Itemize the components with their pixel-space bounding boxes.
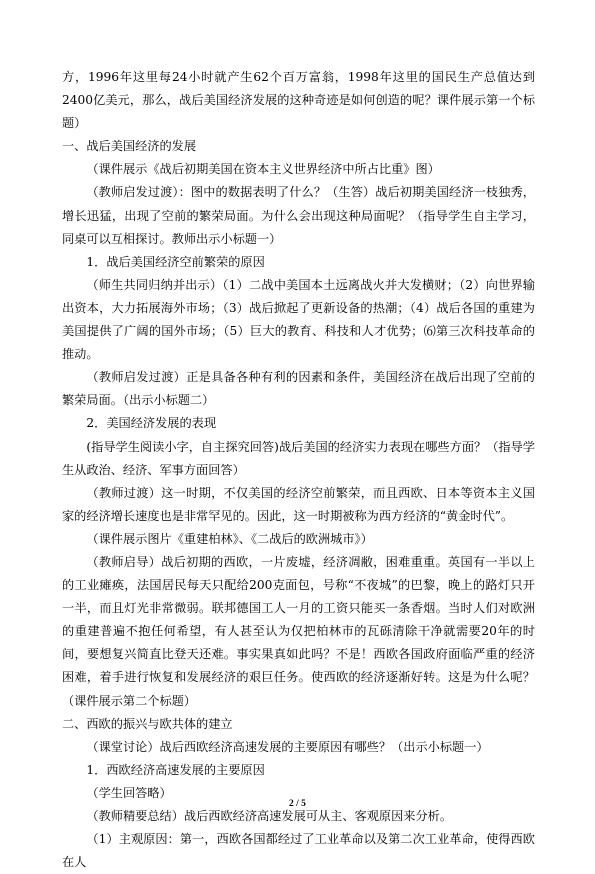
- subheading: 2．美国经济发展的表现: [86, 416, 217, 431]
- paragraph: （1）主观原因：第一，西欧各国都经过了工业革命以及第二次工业革命，使得西欧在人: [62, 832, 535, 870]
- paragraph: （课堂讨论）战后西欧经济高速发展的主要原因有哪些？（出示小标题一）: [86, 739, 489, 754]
- paragraph: （课件展示图片《重建柏林》、《二战后的欧洲城市》）: [86, 531, 373, 546]
- document-body: [62, 66, 535, 874]
- subheading: 1．战后美国经济空前繁荣的原因: [86, 254, 265, 269]
- section-heading: 二、西欧的振兴与欧共体的建立: [62, 716, 233, 731]
- paragraph: （教师启导）战后初期的西欧，一片废墟，经济凋敝，困难重重。英国有一半以上的工业瘫痪，法国居民每天只配给200克面包，号称“不夜城”的巴黎，晚上的路灯只开一半，而且灯光非常微弱。联邦德国工人一月的工资只能买一条香烟。当时人们对欧洲的重建普遍不抱任何希望，有人甚至认为仅把柏林市的瓦砾清除干净就需要20年的时间，要想复兴简直比登天还难。事实果真如此吗？不是！西欧各国政府面临严重的经济困难，着手进行恢复和发展经济的艰巨任务。使西欧的经济逐渐好转。这是为什么呢？（课件展示第二个标题）: [62, 554, 535, 708]
- subheading: 1．西欧经济高速发展的主要原因: [86, 762, 265, 777]
- section-heading: 一、战后美国经济的发展: [62, 139, 197, 154]
- page-number: 2 / 5: [289, 799, 306, 809]
- paragraph: (指导学生阅读小字，自主探究回答)战后美国的经济实力表现在哪些方面？（指导学生从政治、经济、军事方面回答）: [62, 439, 535, 477]
- paragraph: （学生回答略）: [86, 785, 172, 800]
- paragraph: （课件展示《战后初期美国在资本主义世界经济中所占比重》图）: [86, 162, 440, 177]
- paragraph: （教师过渡）这一时期，不仅美国的经济空前繁荣，而且西欧、日本等资本主义国家的经济增长速度也是非常罕见的。因此，这一时期被称为西方经济的“黄金时代”。: [62, 485, 535, 523]
- paragraph: （教师精要总结）战后西欧经济高速发展可从主、客观原因来分析。: [86, 809, 453, 823]
- paragraph: （教师启发过渡）：图中的数据表明了什么？（生答）战后初期美国经济一枝独秀，增长迅猛，出现了空前的繁荣局面。为什么会出现这种局面呢？（指导学生自主学习，同桌可以互相探讨。教师出示小标题一）: [62, 185, 535, 246]
- paragraph: 方，1996年这里每24小时就产生62个百万富翁，1998年这里的国民生产总值达到2400亿美元，那么，战后美国经济发展的这种奇迹是如何创造的呢？课件展示第一个标题）: [62, 70, 535, 131]
- paragraph: （师生共同归纳并出示）（1）二战中美国本土远离战火并大发横财；（2）向世界输出资本，大力拓展海外市场；（3）战后掀起了更新设备的热潮；（4）战后各国的重建为美国提供了广阔的国外市场；（5）巨大的教育、科技和人才优势；⑹第三次科技革命的推动。: [62, 277, 535, 362]
- paragraph: （教师启发过渡）正是具备各种有利的因素和条件，美国经济在战后出现了空前的繁荣局面。（出示小标题二）: [62, 370, 535, 408]
